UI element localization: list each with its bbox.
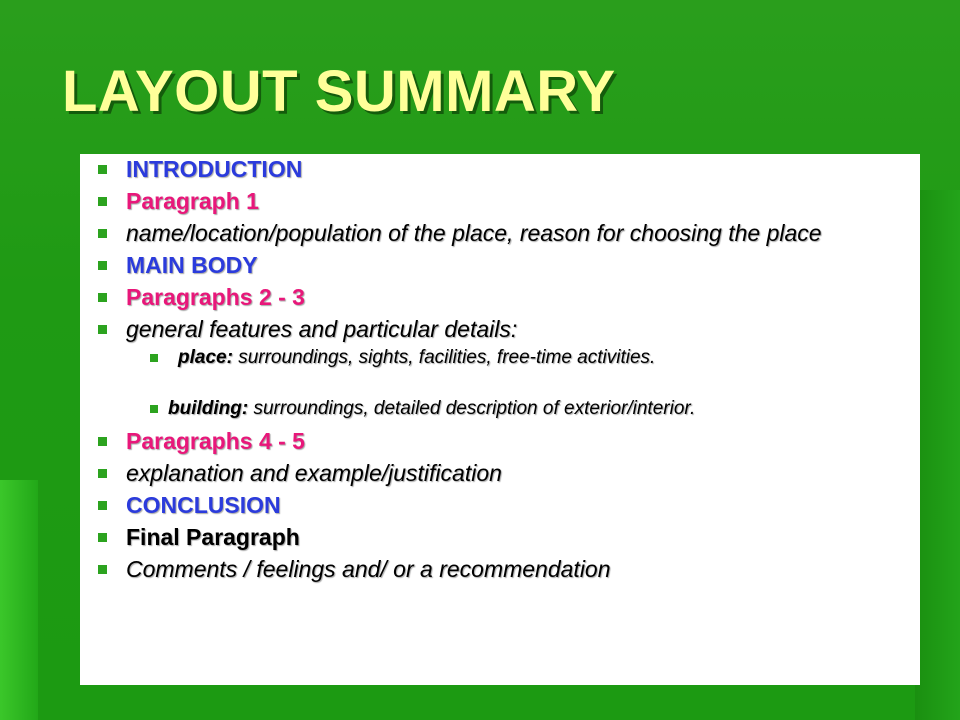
bullet-intro-content bbox=[92, 222, 896, 245]
bullet-text: name/location/population of the place, reason for choosing the place bbox=[126, 220, 822, 246]
sub-bullet-label: building: bbox=[168, 398, 249, 419]
bullet-text: Paragraphs 2 - 3 bbox=[126, 284, 305, 310]
bullet-paragraphs-4-5 bbox=[92, 430, 896, 453]
bullet-text: MAIN BODY bbox=[126, 252, 258, 278]
sub-bullet-text: surroundings, sights, facilities, free-time activities. bbox=[232, 347, 656, 368]
bullet-paragraphs-2-3 bbox=[92, 286, 896, 309]
bullet-text: Final Paragraph bbox=[126, 524, 300, 550]
bullet-introduction bbox=[92, 158, 896, 181]
bullet-main-body bbox=[92, 254, 896, 277]
sub-bullet-text: surroundings, detailed description of exterior/interior. bbox=[248, 398, 696, 419]
sub-bullet-place bbox=[92, 347, 896, 369]
content-box bbox=[80, 154, 920, 685]
bullet-text: general features and particular details: bbox=[126, 316, 518, 342]
bullet-text: Paragraph 1 bbox=[126, 188, 259, 214]
square-bullet-icon bbox=[98, 325, 107, 334]
square-bullet-icon bbox=[98, 565, 107, 574]
square-bullet-icon bbox=[98, 501, 107, 510]
bullet-text: INTRODUCTION bbox=[126, 156, 303, 182]
bullet-text: CONCLUSION bbox=[126, 492, 281, 518]
bullet-paragraph-1 bbox=[92, 190, 896, 213]
sub-bullet-label: place: bbox=[178, 347, 233, 368]
bullet-general-features bbox=[92, 318, 896, 341]
bullet-final-paragraph bbox=[92, 526, 896, 549]
square-bullet-icon bbox=[98, 165, 107, 174]
background-band-left bbox=[0, 480, 38, 720]
square-bullet-icon bbox=[98, 197, 107, 206]
square-bullet-icon bbox=[98, 469, 107, 478]
square-bullet-icon bbox=[98, 261, 107, 270]
square-bullet-icon bbox=[150, 405, 158, 413]
bullet-explanation bbox=[92, 462, 896, 485]
bullet-text: Paragraphs 4 - 5 bbox=[126, 428, 305, 454]
bullet-conclusion bbox=[92, 494, 896, 517]
sub-bullet-building bbox=[92, 398, 896, 420]
square-bullet-icon bbox=[150, 354, 158, 362]
square-bullet-icon bbox=[98, 293, 107, 302]
bullet-text: Comments / feelings and/ or a recommendation bbox=[126, 556, 611, 582]
square-bullet-icon bbox=[98, 437, 107, 446]
background-band-right bbox=[915, 190, 960, 720]
bullet-list bbox=[92, 158, 896, 581]
bullet-text: explanation and example/justification bbox=[126, 460, 502, 486]
bullet-comments bbox=[92, 558, 896, 581]
slide-title: LAYOUT SUMMARY bbox=[62, 59, 616, 124]
square-bullet-icon bbox=[98, 533, 107, 542]
square-bullet-icon bbox=[98, 229, 107, 238]
